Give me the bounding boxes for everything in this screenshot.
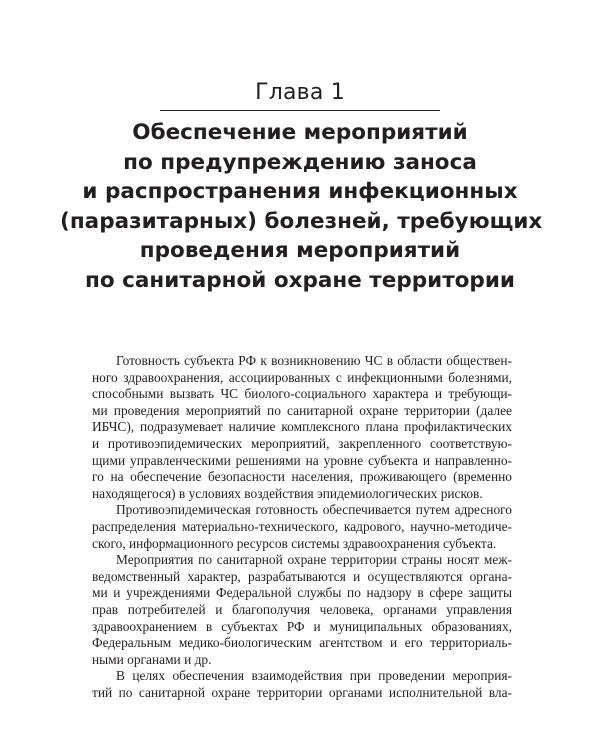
text-line: Федеральным медико-биологическим агентством и его территориаль- (92, 635, 512, 651)
text-line: го на обеспечение безопасности населения, проживающего (временно (92, 469, 512, 485)
text-line: находящегося) в условиях воздействия эпидемиологических рисков. (92, 485, 483, 501)
text-line: тий по санитарной охране территории органами исполнительной вла- (92, 684, 512, 700)
text-line: прав потребителей и благополучия человека, органами управления (92, 601, 512, 617)
paragraph (92, 502, 512, 552)
chapter-title-line: Обеспечение мероприятий (132, 120, 468, 145)
text-line: Готовность субъекта РФ к возникновению ЧС в области обществен- (116, 353, 512, 368)
chapter-title-line: по санитарной охране территории (85, 267, 515, 293)
paragraph (92, 668, 512, 701)
chapter-label: Глава 1 (255, 80, 345, 105)
text-line: Мероприятия по санитарной охране территории страны носят меж- (116, 552, 512, 568)
text-line: ми и учреждениями Федеральной службы по надзору в сфере защиты (92, 585, 512, 601)
chapter-title-line: (паразитарных) болезней, требующих (60, 208, 543, 234)
chapter-divider (160, 110, 440, 111)
text-line: и противоэпидемических мероприятий, закрепленного соответствую- (92, 435, 512, 451)
text-line: В целях обеспечения взаимодействия при проведении мероприя- (116, 668, 512, 684)
body-text (92, 353, 512, 701)
text-line: здравоохранением в субъектах РФ и муниципальных образованиях, (92, 618, 512, 634)
chapter-title-line: и распространения инфекционных (82, 179, 518, 204)
paragraph (92, 353, 512, 502)
text-line: ИБЧС), подразумевает наличие комплексного плана профилактических (92, 419, 512, 435)
text-line: ведомственный характер, разрабатываются и осуществляются органа- (92, 568, 512, 584)
text-line: ными органами и др. (92, 651, 212, 667)
text-line: Противоэпидемическая готовность обеспечивается путем адресного (116, 502, 512, 518)
paragraph (92, 552, 512, 668)
text-line: ного здравоохранения, ассоциированных с инфекционными болезнями, (92, 369, 512, 385)
text-line: распределения материально-технического, кадрового, научно-методиче- (92, 518, 512, 534)
text-line: ского, информационного ресурсов системы здравоохранения субъекта. (92, 535, 497, 551)
chapter-title (60, 118, 543, 295)
chapter-title-line: проведения мероприятий (139, 238, 461, 263)
chapter-title-line: по предупреждению заноса (123, 149, 477, 175)
text-line: ми проведения мероприятий по санитарной охране территории (далее (92, 402, 512, 418)
text-line: способными вызвать ЧС биолого-социального характера и требующи- (92, 386, 512, 402)
text-line: щими управленческими решениями на уровне субъекта и направленно- (92, 452, 512, 468)
